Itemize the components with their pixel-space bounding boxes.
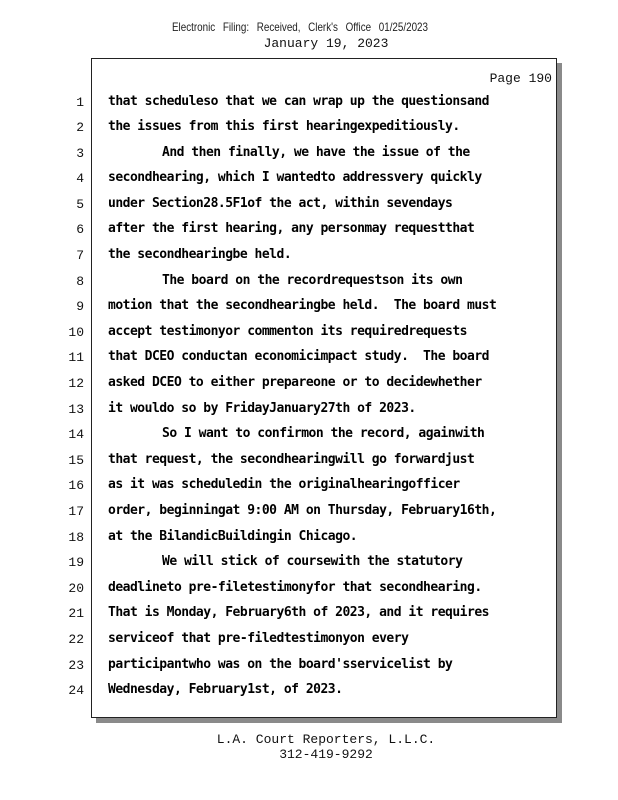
line-number: 1 xyxy=(76,95,84,110)
line-number: 16 xyxy=(68,478,84,493)
transcript-line: asked DCEO to either prepareone or to decidewhether xyxy=(108,375,482,390)
line-number: 22 xyxy=(68,632,84,647)
transcript-line: secondhearing, which I wantedto addressvery quickly xyxy=(108,170,482,185)
transcript-line: order, beginningat 9:00 AM on Thursday, February16th, xyxy=(108,503,497,518)
transcript-date: January 19, 2023 xyxy=(263,36,389,51)
filing-stamp: Electronic Filing: Received, Clerk's Office 01/25/2023 xyxy=(171,20,429,34)
transcript-line: serviceof that pre-filedtestimonyon every xyxy=(108,631,409,646)
transcript-line: at the BilandicBuildingin Chicago. xyxy=(108,529,358,544)
transcript-line: that scheduleso that we can wrap up the questionsand xyxy=(108,94,489,109)
transcript-line: That is Monday, February6th of 2023, and it requires xyxy=(108,605,489,620)
transcript-line: as it was scheduledin the originalhearingofficer xyxy=(108,477,460,492)
transcript-line: So I want to confirmon the record, againwith xyxy=(162,426,485,441)
line-number: 4 xyxy=(76,171,84,186)
line-number: 11 xyxy=(68,350,84,365)
footer-phone: 312-419-9292 xyxy=(279,747,373,762)
line-number: 2 xyxy=(76,120,84,135)
transcript-line: accept testimonyor commenton its requiredrequests xyxy=(108,324,468,339)
line-number: 24 xyxy=(68,683,84,698)
line-number: 12 xyxy=(68,376,84,391)
line-number: 9 xyxy=(76,299,84,314)
line-number: 23 xyxy=(68,658,84,673)
line-number: 8 xyxy=(76,274,84,289)
page-number: Page 190 xyxy=(489,71,552,86)
line-number: 7 xyxy=(76,248,84,263)
transcript-line: that DCEO conductan economicimpact study. The board xyxy=(108,349,489,364)
line-number: 21 xyxy=(68,606,84,621)
transcript-line: participantwho was on the board'sservicelist by xyxy=(108,657,453,672)
transcript-line: Wednesday, February1st, of 2023. xyxy=(108,682,343,697)
line-number: 15 xyxy=(68,453,84,468)
transcript-line: deadlineto pre-filetestimonyfor that secondhearing. xyxy=(108,580,482,595)
transcript-line: that request, the secondhearingwill go forwardjust xyxy=(108,452,475,467)
transcript-line: motion that the secondhearingbe held. The board must xyxy=(108,298,497,313)
transcript-line: We will stick of coursewith the statutory xyxy=(162,554,463,569)
transcript-line: under Section28.5F1of the act, within sevendays xyxy=(108,196,453,211)
line-number: 6 xyxy=(76,222,84,237)
line-number: 5 xyxy=(76,197,84,212)
line-number: 3 xyxy=(76,146,84,161)
footer xyxy=(0,732,618,762)
line-number: 14 xyxy=(68,427,84,442)
line-number: 20 xyxy=(68,581,84,596)
transcript-line: after the first hearing, any personmay requestthat xyxy=(108,221,475,236)
line-number: 17 xyxy=(68,504,84,519)
transcript-line: The board on the recordrequestson its own xyxy=(162,273,463,288)
transcript-line: the issues from this first hearingexpeditiously. xyxy=(108,119,460,134)
line-number: 19 xyxy=(68,555,84,570)
transcript-line: the secondhearingbe held. xyxy=(108,247,292,262)
footer-company: L.A. Court Reporters, L.L.C. xyxy=(216,732,436,747)
transcript-line: And then finally, we have the issue of the xyxy=(162,145,470,160)
line-number: 18 xyxy=(68,530,84,545)
line-number: 10 xyxy=(68,325,84,340)
line-number: 13 xyxy=(68,402,84,417)
transcript-line: it wouldo so by FridayJanuary27th of 2023. xyxy=(108,401,416,416)
